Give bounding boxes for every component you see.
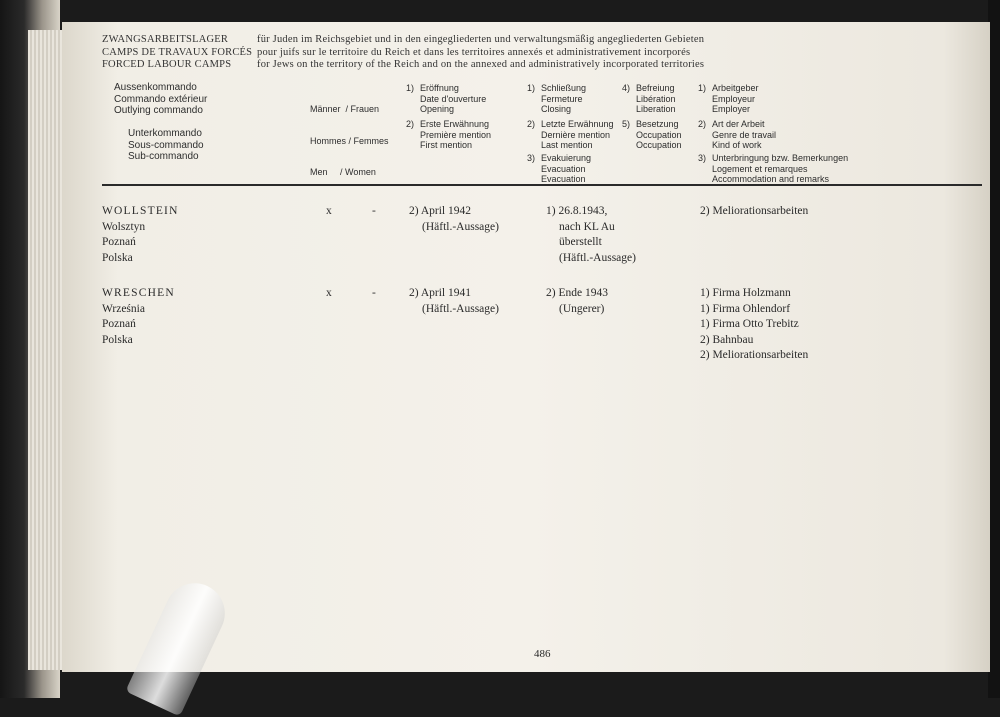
col-last-mention: 2) Letzte Erwähnung Dernière mention Last mention: [527, 119, 614, 150]
entry-location: [102, 286, 175, 348]
entry-country: Polska: [102, 333, 133, 346]
title-de: ZWANGSARBEITSLAGER: [102, 34, 229, 45]
entry-region: Poznań: [102, 236, 136, 248]
col-employer: 1) Arbeitgeber Employeur Employer: [698, 83, 759, 114]
entry-opening: 2) April 1941 (Häftl.-Aussage): [409, 287, 499, 315]
desc-fr: pour juifs sur le territoire du Reich et dans les territoires annexés et administrativement incorporés: [257, 46, 691, 58]
col-liberation: 4) Befreiung Libération Liberation: [622, 83, 676, 114]
header-rule: [102, 184, 982, 186]
book-page: [62, 22, 990, 672]
entry-place: Wolsztyn: [102, 220, 146, 233]
entry-work: 2) Meliorationsarbeiten: [700, 205, 809, 217]
col-closing: 1) Schließung Fermeture Closing: [527, 83, 587, 114]
entry-work: 1) Firma Holzmann 1) Firma Ohlendorf 1) Firma Otto Trebitz 2) Bahnbau 2) Meliorationsarbeiten: [700, 287, 809, 361]
col-first-mention: 2) Erste Erwähnung Première mention First mention: [406, 119, 492, 150]
col-accommodation: 3) Unterbringung bzw. Bemerkungen Logement et remarques Accommodation and remarks: [698, 153, 849, 184]
col-gender: Männer / Frauen Hommes / Femmes Men / Women: [310, 104, 389, 177]
title-en: FORCED LABOUR CAMPS: [102, 59, 232, 70]
header-titles: [102, 34, 252, 72]
entry-closing: 1) 26.8.1943, nach KL Au überstellt (Häftl.-Aussage): [546, 205, 636, 264]
entry-name: WOLLSTEIN: [102, 205, 179, 217]
entry-men-mark: x: [326, 287, 332, 299]
entry-place: Września: [102, 302, 145, 315]
entry-closing: 2) Ende 1943 (Ungerer): [546, 287, 608, 315]
col-opening: 1) Eröffnung Date d'ouverture Opening: [406, 83, 487, 114]
entry-region: Poznań: [102, 318, 136, 330]
title-fr: CAMPS DE TRAVAUX FORCÉS: [102, 46, 253, 58]
entry-country: Polska: [102, 251, 133, 264]
page-number: 486: [534, 648, 551, 660]
entry-men-mark: x: [326, 205, 332, 217]
entry-opening: 2) April 1942 (Häftl.-Aussage): [409, 205, 499, 233]
entry-women-mark: -: [372, 287, 376, 299]
desc-en: for Jews on the territory of the Reich and on the annexed and administratively incorporated territories: [257, 59, 705, 70]
col-evacuation: 3) Evakuierung Evacuation Evacuation: [527, 153, 592, 184]
header-description: [257, 34, 704, 72]
col-sub-commando: Unterkommando Sous-commando Sub-commando: [128, 128, 204, 162]
col-occupation: 5) Besetzung Occupation Occupation: [622, 119, 682, 150]
desc-de: für Juden im Reichsgebiet und in den eingegliederten und verwaltungsmäßig angegliederten Gebieten: [257, 34, 705, 45]
col-kind-of-work: 2) Art der Arbeit Genre de travail Kind of work: [698, 119, 777, 150]
entry-location: [102, 204, 179, 266]
col-outlying-commando: Aussenkommando Commando extérieur Outlying commando: [114, 82, 208, 116]
entry-women-mark: -: [372, 205, 376, 217]
entry-name: WRESCHEN: [102, 287, 175, 299]
